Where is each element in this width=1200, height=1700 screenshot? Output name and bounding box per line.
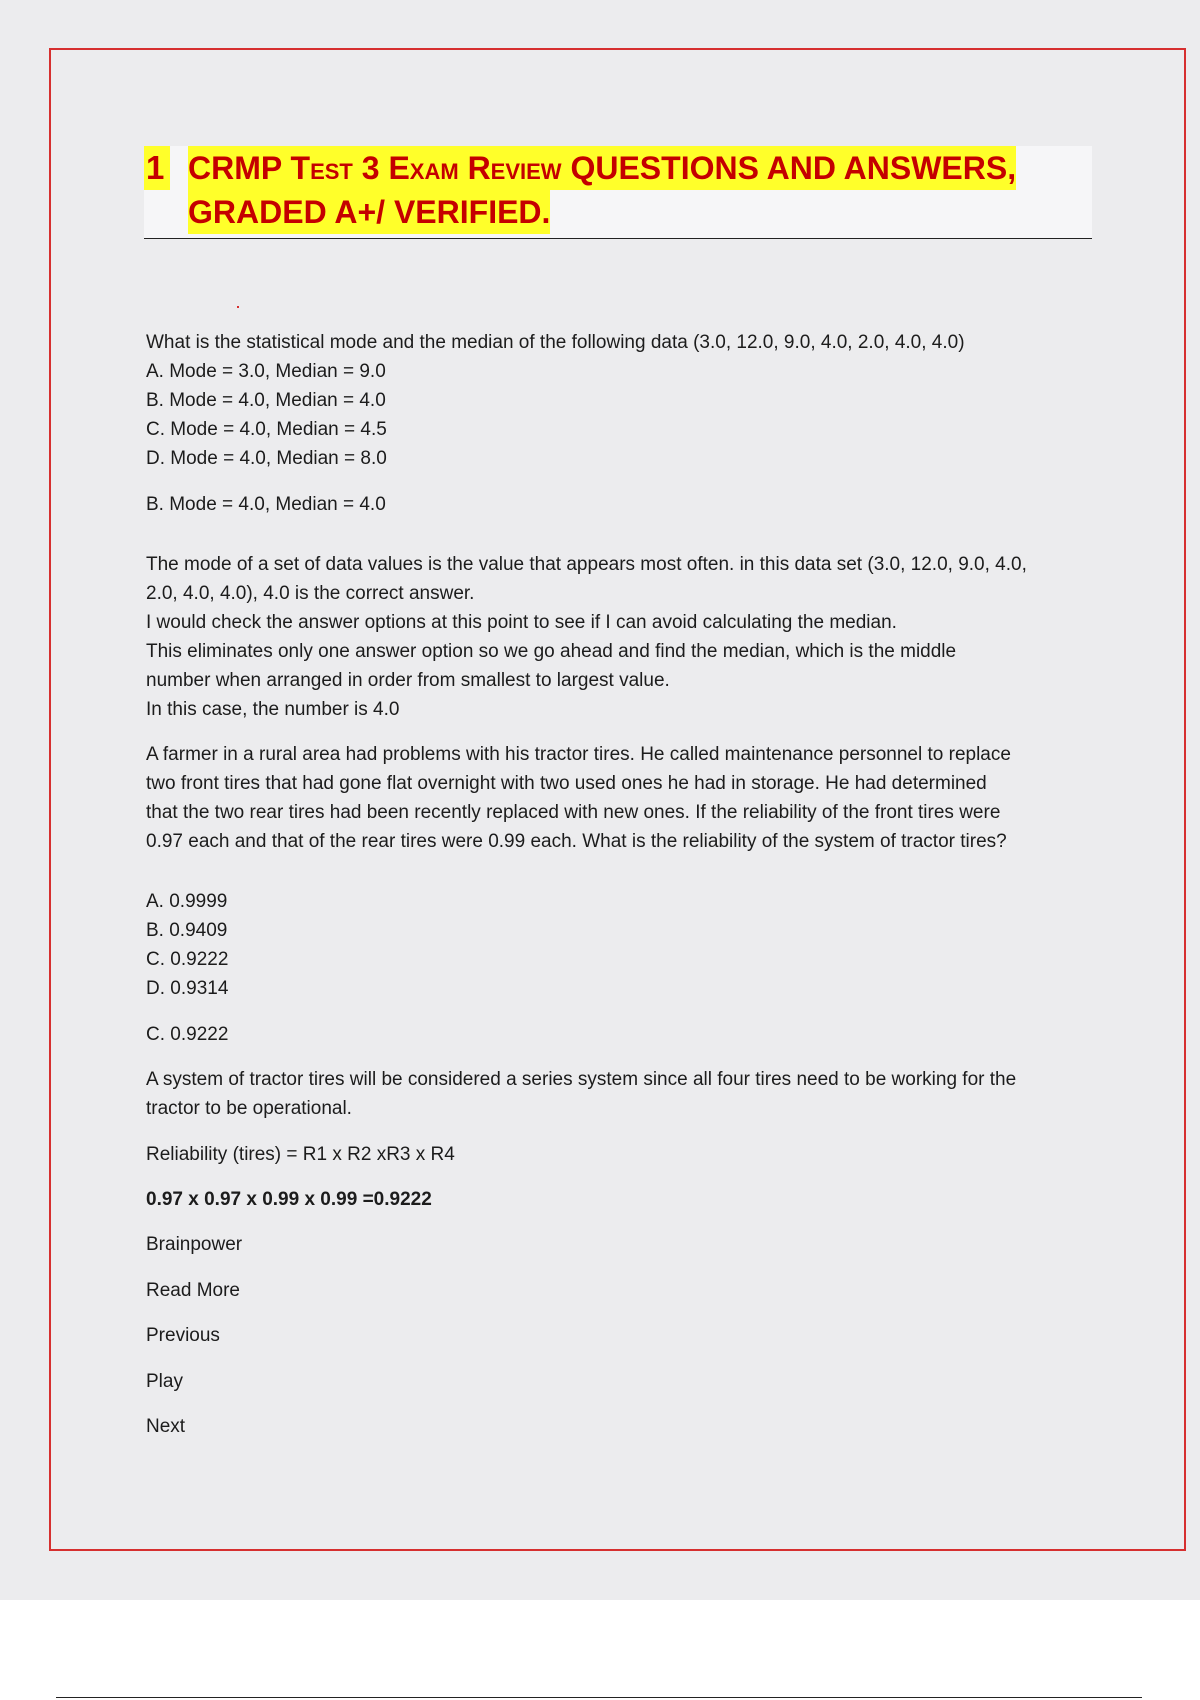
q2-option-c: C. 0.9222: [146, 949, 229, 970]
q2-formula-block: [146, 1140, 1096, 1169]
q2-question-block: [146, 740, 1096, 856]
q1-explanation-line: In this case, the number is 4.0: [146, 699, 400, 720]
q2-option-b: B. 0.9409: [146, 920, 228, 941]
q1-option-b: B. Mode = 4.0, Median = 4.0: [146, 390, 386, 411]
q1-option-d: D. Mode = 4.0, Median = 8.0: [146, 448, 387, 469]
footer-link-previous-wrap: [146, 1321, 1096, 1350]
title-number: 1: [144, 146, 170, 190]
title-line-2: GRADED A+/ VERIFIED.: [188, 190, 550, 234]
q1-question-block: [146, 328, 1096, 473]
bottom-divider: [56, 1697, 1142, 1698]
q1-option-c: C. Mode = 4.0, Median = 4.5: [146, 419, 387, 440]
decorative-dot: [237, 306, 239, 308]
q2-calculation-block: [146, 1185, 1096, 1214]
footer-link-next-wrap: [146, 1412, 1096, 1441]
q2-calculation: 0.97 x 0.97 x 0.99 x 0.99 =0.9222: [146, 1189, 432, 1210]
q2-option-d: D. 0.9314: [146, 978, 229, 999]
q1-option-a: A. Mode = 3.0, Median = 9.0: [146, 361, 386, 382]
link-play[interactable]: Play: [146, 1371, 183, 1392]
footer-link-read-more-wrap: [146, 1276, 1096, 1305]
q1-explanation-line: number when arranged in order from smallest to largest value.: [146, 670, 670, 691]
q2-answer: C. 0.9222: [146, 1024, 229, 1045]
q2-explanation-line: tractor to be operational.: [146, 1098, 352, 1119]
q1-answer: B. Mode = 4.0, Median = 4.0: [146, 494, 386, 515]
q2-question-line: 0.97 each and that of the rear tires were 0.99 each. What is the reliability of the system of tractor tires?: [146, 831, 1007, 852]
link-previous[interactable]: Previous: [146, 1325, 220, 1346]
link-next[interactable]: Next: [146, 1416, 186, 1437]
footer-link-brainpower-wrap: [146, 1230, 1096, 1259]
q2-question-line: two front tires that had gone flat overnight with two used ones he had in storage. He had determined: [146, 773, 987, 794]
q2-explanation-line: A system of tractor tires will be considered a series system since all four tires need to be working for the: [146, 1069, 1017, 1090]
q2-option-a: A. 0.9999: [146, 891, 228, 912]
q2-formula: Reliability (tires) = R1 x R2 xR3 x R4: [146, 1144, 455, 1165]
q1-answer-block: [146, 490, 1096, 519]
q1-explanation-line: I would check the answer options at this point to see if I can avoid calculating the median.: [146, 612, 897, 633]
title-line-1: CRMP Test 3 Exam Review QUESTIONS AND ANSWERS,: [188, 146, 1016, 190]
q2-options-block: [146, 887, 1096, 1003]
q1-question: What is the statistical mode and the median of the following data (3.0, 12.0, 9.0, 4.0, 2.0, 4.0, 4.0): [146, 332, 965, 353]
q1-explanation-line: 2.0, 4.0, 4.0), 4.0 is the correct answer.: [146, 583, 475, 604]
footer-link-play-wrap: [146, 1367, 1096, 1396]
link-read-more[interactable]: Read More: [146, 1280, 240, 1301]
q2-explanation-block: [146, 1065, 1096, 1123]
q2-answer-block: [146, 1020, 1096, 1049]
q2-question-line: that the two rear tires had been recently replaced with new ones. If the reliability of the front tires were: [146, 802, 1001, 823]
q2-question-line: A farmer in a rural area had problems with his tractor tires. He called maintenance personnel to replace: [146, 744, 1011, 765]
q1-explanation-line: The mode of a set of data values is the value that appears most often. in this data set (3.0, 12.0, 9.0, 4.0,: [146, 554, 1027, 575]
link-brainpower[interactable]: Brainpower: [146, 1234, 243, 1255]
q1-explanation-line: This eliminates only one answer option so we go ahead and find the median, which is the middle: [146, 641, 957, 662]
document-title-block: [144, 146, 1092, 239]
q1-explanation-block: [146, 550, 1096, 724]
